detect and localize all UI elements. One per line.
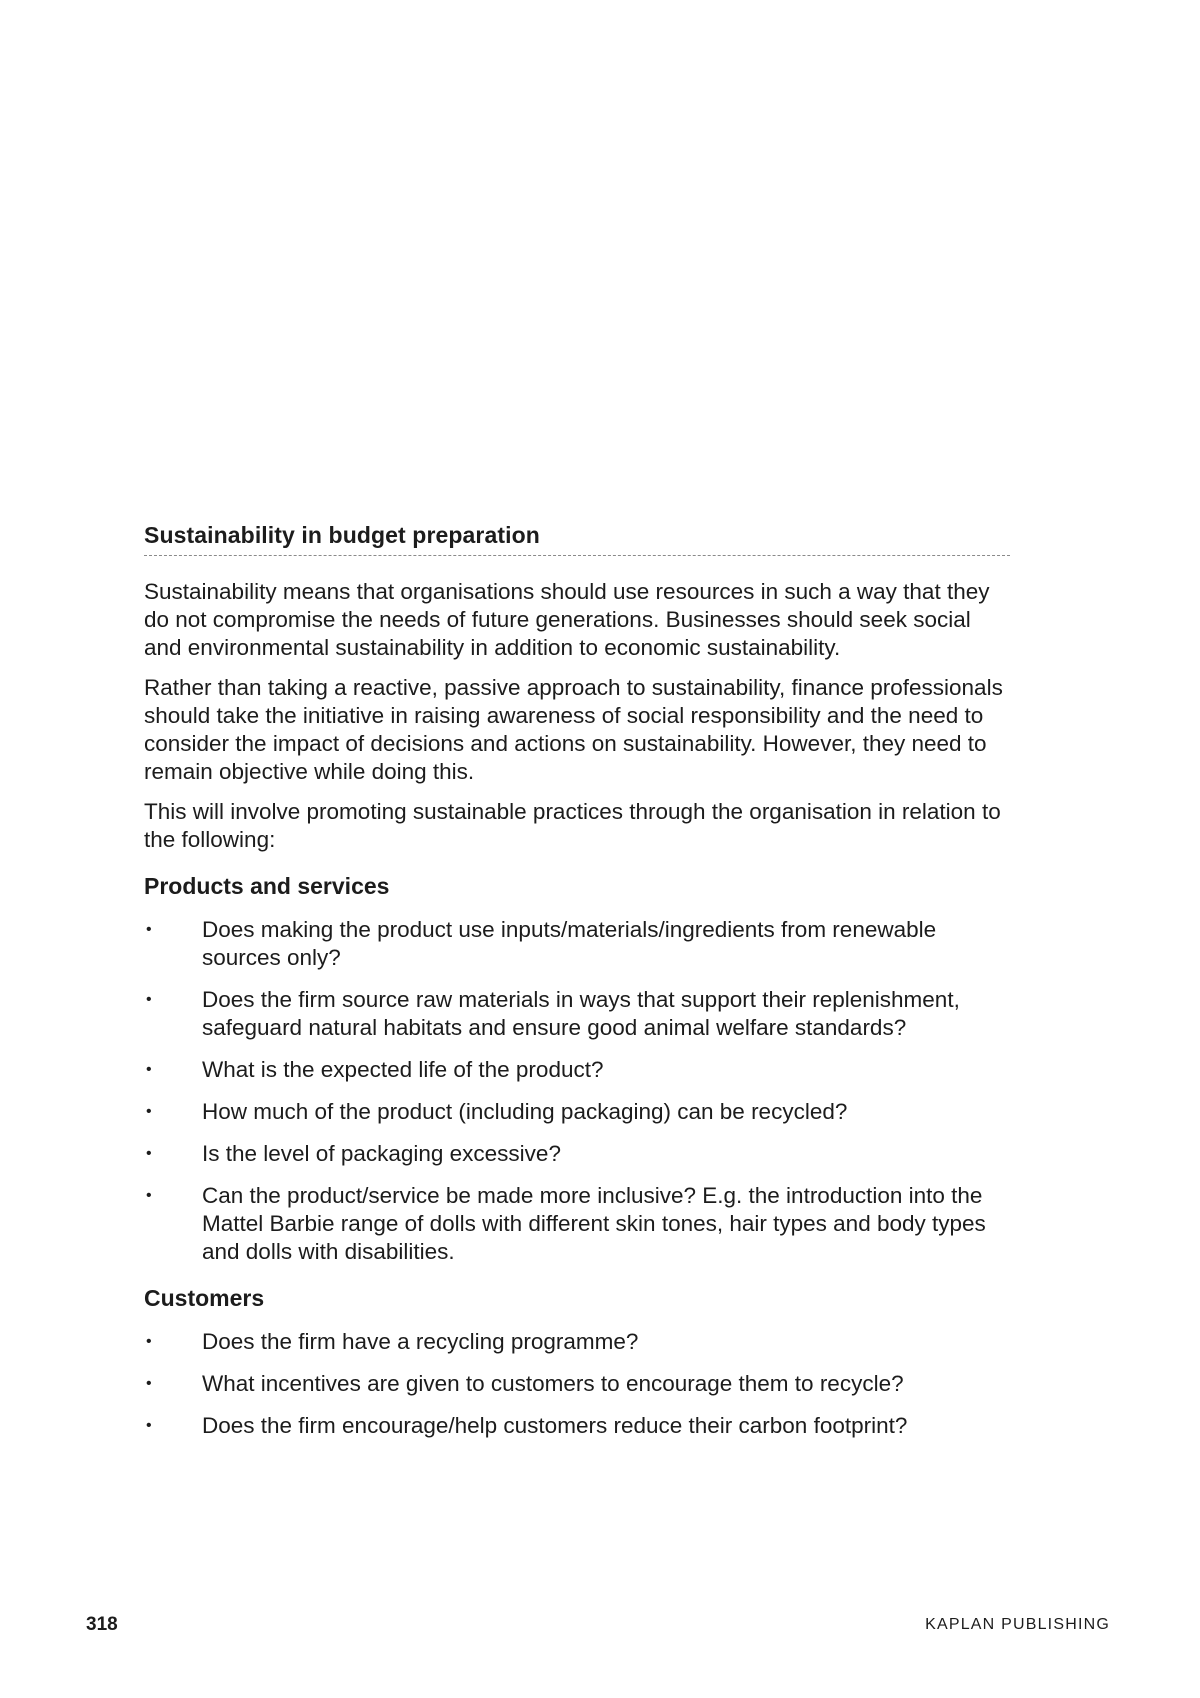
- list-item-text: Does the firm source raw materials in ways that support their replenishment, safeguard natural habitats and ensure good animal welfare standards?: [202, 987, 960, 1040]
- bullet-icon: •: [146, 1417, 152, 1434]
- page-content: [144, 522, 1010, 1440]
- list-item: [144, 1056, 1010, 1084]
- bullet-icon: •: [146, 1103, 152, 1120]
- list-item: [144, 1370, 1010, 1398]
- list-item-text: Can the product/service be made more inclusive? E.g. the introduction into the Mattel Barbie range of dolls with different skin tones, hair types and body types and dolls with disabilities.: [202, 1183, 986, 1264]
- bullet-icon: •: [146, 1145, 152, 1162]
- publisher-footer: KAPLAN PUBLISHING: [925, 1616, 1110, 1633]
- list-item: [144, 1328, 1010, 1356]
- list-item: [144, 1098, 1010, 1126]
- list-item-text: Does making the product use inputs/materials/ingredients from renewable sources only?: [202, 917, 937, 970]
- bullet-icon: •: [146, 1187, 152, 1204]
- list-item-text: How much of the product (including packaging) can be recycled?: [202, 1099, 848, 1124]
- products-bullet-list: [144, 916, 1010, 1266]
- section-title: Sustainability in budget preparation: [144, 522, 1010, 556]
- bullet-icon: •: [146, 1333, 152, 1350]
- bullet-icon: •: [146, 921, 152, 938]
- list-item-text: Does the firm have a recycling programme?: [202, 1329, 639, 1354]
- bullet-icon: •: [146, 991, 152, 1008]
- list-item: [144, 1140, 1010, 1168]
- list-item: [144, 1412, 1010, 1440]
- intro-paragraph-3: This will involve promoting sustainable practices through the organisation in relation to the following:: [144, 799, 1001, 852]
- intro-paragraph-2: Rather than taking a reactive, passive approach to sustainability, finance professionals should take the initiative in raising awareness of social responsibility and the need to consider the impact of decisions and actions on sustainability. However, they need to remain objective while doing this.: [144, 675, 1003, 784]
- page-number: 318: [86, 1614, 118, 1635]
- products-heading: Products and services: [144, 873, 390, 899]
- customers-heading: Customers: [144, 1285, 265, 1311]
- list-item-text: What incentives are given to customers to encourage them to recycle?: [202, 1371, 904, 1396]
- customers-bullet-list: [144, 1328, 1010, 1440]
- bullet-icon: •: [146, 1375, 152, 1392]
- list-item-text: What is the expected life of the product?: [202, 1057, 604, 1082]
- bullet-icon: •: [146, 1061, 152, 1078]
- list-item: [144, 1182, 1010, 1266]
- intro-paragraph-1: Sustainability means that organisations should use resources in such a way that they do not compromise the needs of future generations. Businesses should seek social and environmental sustainability in addition to economic sustainability.: [144, 579, 990, 660]
- list-item: [144, 916, 1010, 972]
- list-item: [144, 986, 1010, 1042]
- list-item-text: Is the level of packaging excessive?: [202, 1141, 561, 1166]
- list-item-text: Does the firm encourage/help customers reduce their carbon footprint?: [202, 1413, 908, 1438]
